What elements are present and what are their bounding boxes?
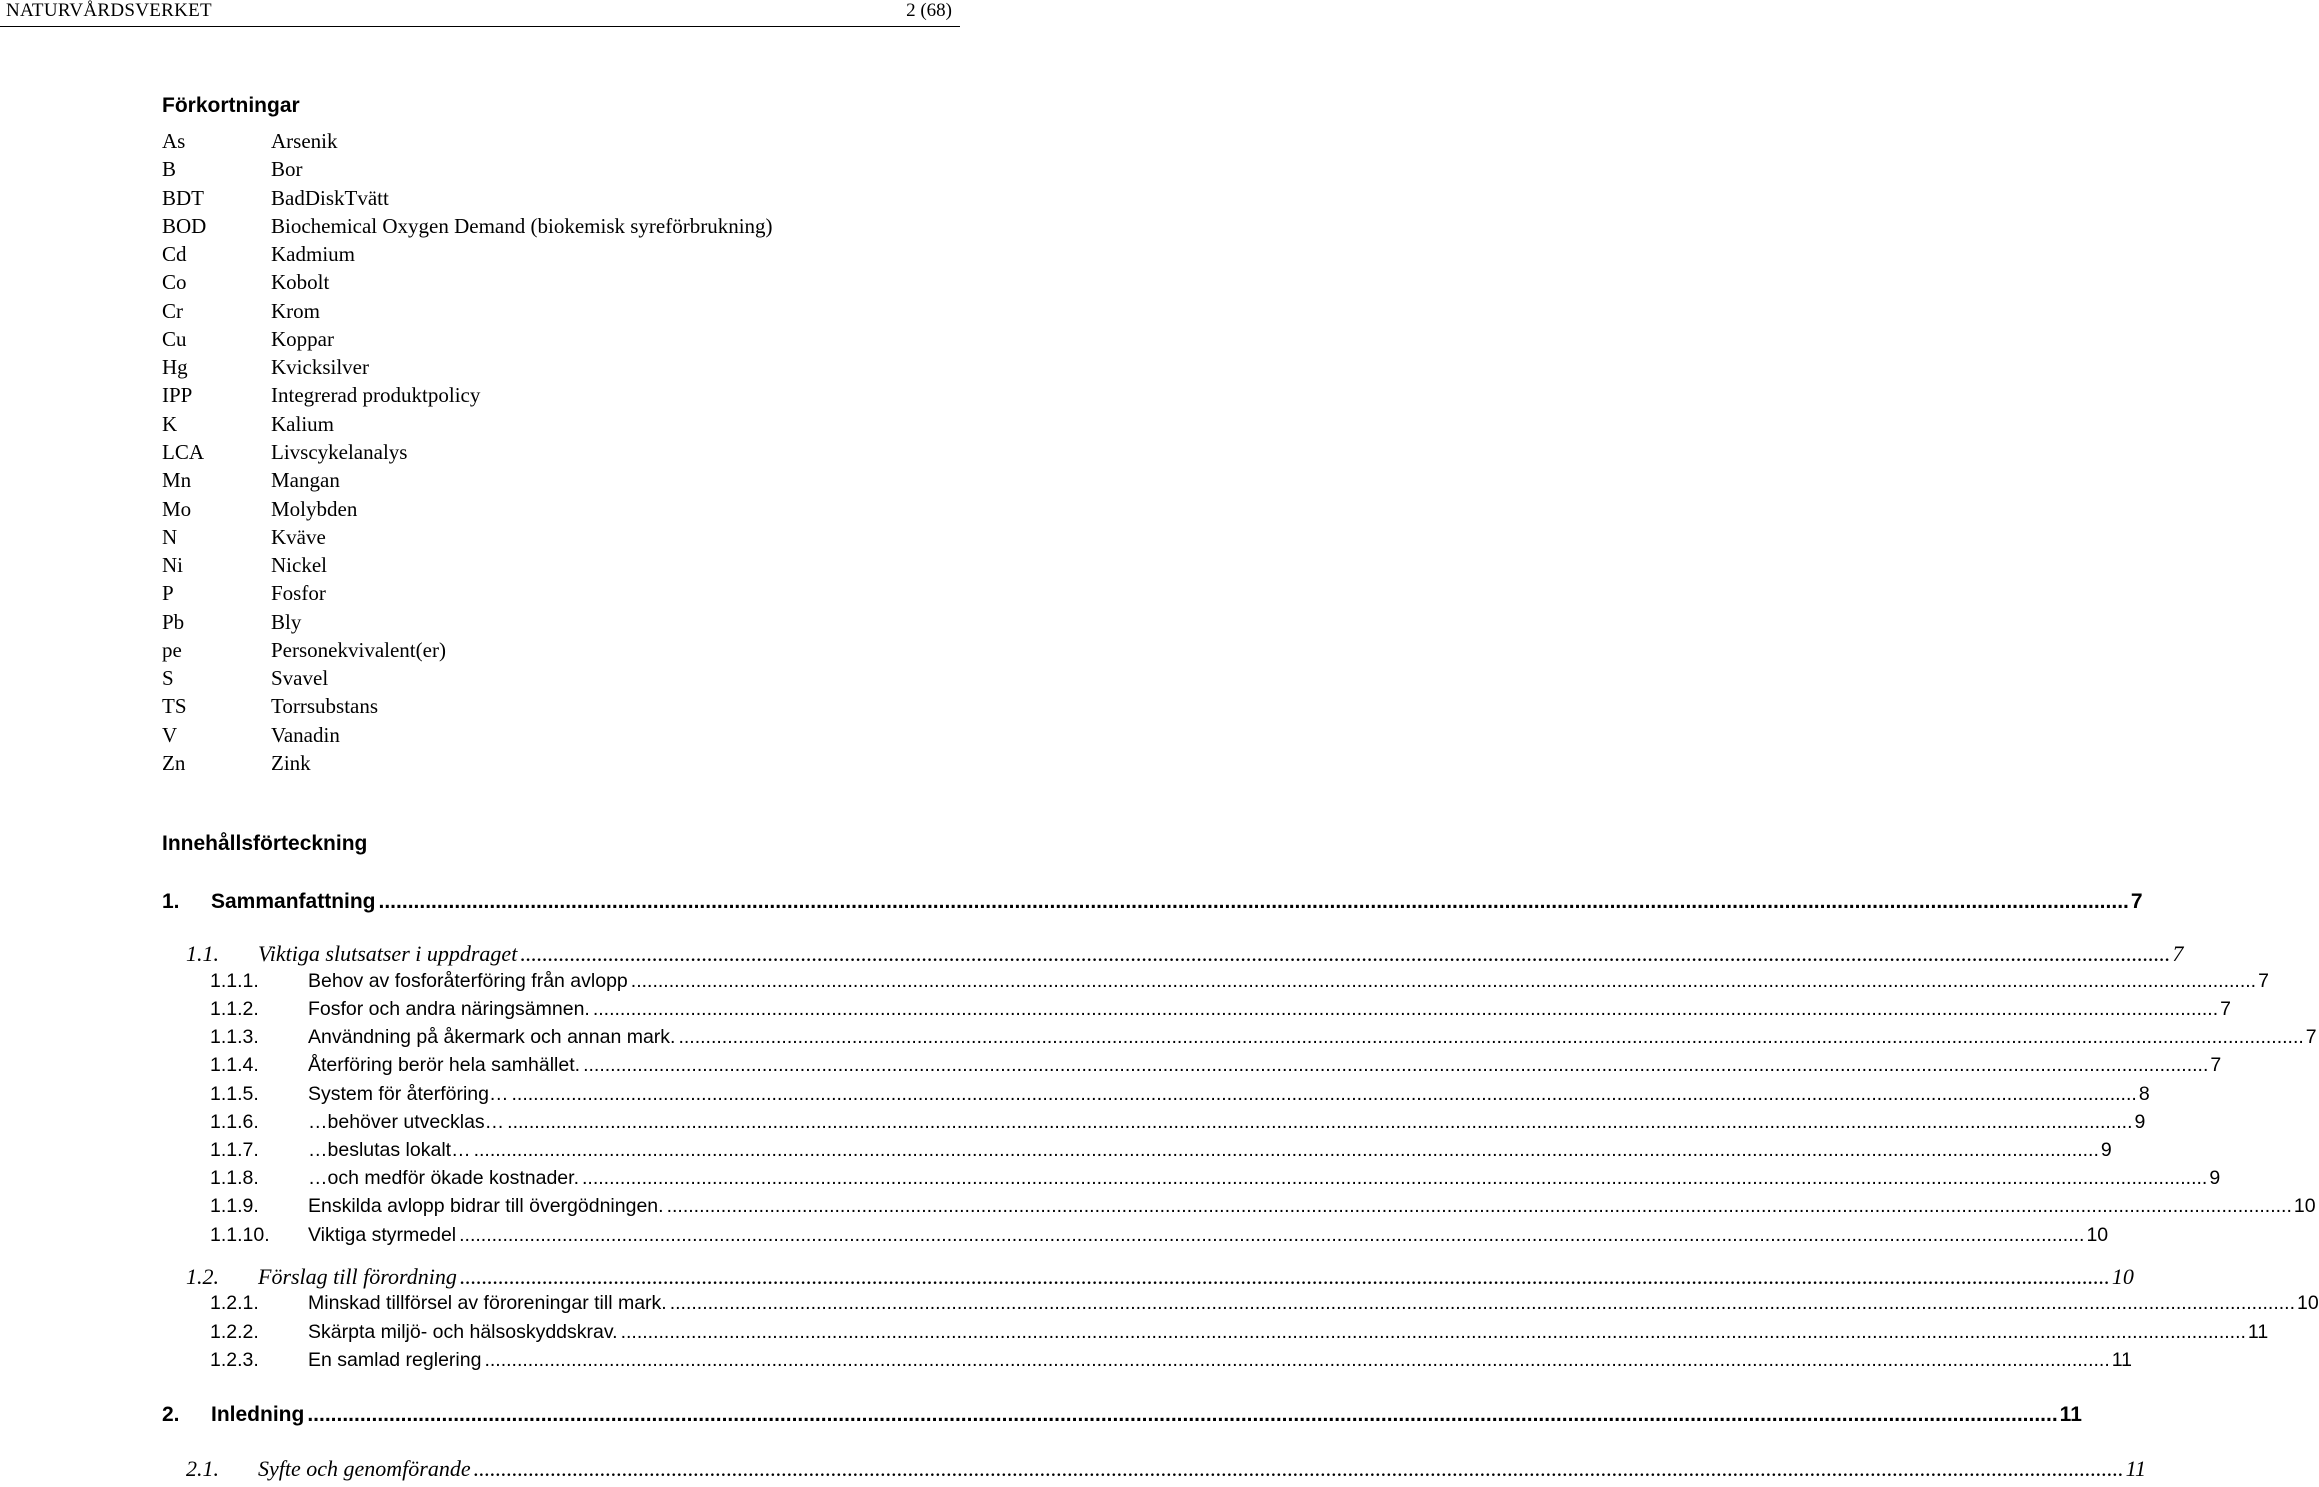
abbreviation-key: LCA xyxy=(162,439,204,464)
toc-entry-number: 1.1.10. xyxy=(210,1224,270,1246)
header-agency-name: NATURVÅRDSVERKET xyxy=(6,0,212,21)
toc-entry-title: Förslag till förordning xyxy=(258,1264,457,1289)
abbreviation-meaning: Svavel xyxy=(271,666,329,691)
abbreviation-meaning: Biochemical Oxygen Demand (biokemisk syreförbrukning) xyxy=(271,213,773,238)
toc-entry-number: 1.1.3. xyxy=(210,1026,259,1048)
toc-heading: Innehållsförteckning xyxy=(162,832,368,855)
toc-entry-page: 7 xyxy=(2258,970,2269,992)
abbreviation-key: Mn xyxy=(162,468,192,493)
toc-dot-leader: ............................................................................................................................................................................................................................................................................................................ xyxy=(307,1403,2058,1426)
abbreviation-meaning: Arsenik xyxy=(271,129,338,153)
toc-entry[interactable] xyxy=(186,1456,2146,1486)
toc-entry-title: Viktiga slutsatser i uppdraget xyxy=(258,941,518,966)
abbreviation-key: Co xyxy=(162,270,187,295)
abbreviation-meaning: Molybden xyxy=(271,496,358,521)
toc-dot-leader: ............................................................................................................................................................................................................................................................................................................ xyxy=(630,970,2257,992)
abbreviation-key: P xyxy=(162,581,174,606)
abbreviation-key: B xyxy=(162,157,177,182)
abbreviation-key: BOD xyxy=(162,213,207,238)
abbreviation-meaning: Livscykelanalys xyxy=(271,439,408,464)
toc-dot-leader: ............................................................................................................................................................................................................................................................................................................ xyxy=(473,1456,2124,1481)
abbreviation-row xyxy=(162,694,922,722)
abbreviation-row xyxy=(162,242,922,270)
toc-dot-leader: ............................................................................................................................................................................................................................................................................................................ xyxy=(620,1321,2246,1343)
abbreviation-key: As xyxy=(162,129,186,153)
toc-entry-number: 1.1.1. xyxy=(210,970,259,992)
toc-entry-title: Behov av fosforåterföring från avlopp xyxy=(308,970,628,992)
abbreviation-meaning: Bor xyxy=(271,157,303,182)
toc-dot-leader: ............................................................................................................................................................................................................................................................................................................ xyxy=(666,1195,2292,1217)
abbreviation-meaning: Nickel xyxy=(271,553,327,578)
toc-entry-page: 11 xyxy=(2125,1456,2146,1481)
toc-dot-leader: ............................................................................................................................................................................................................................................................................................................ xyxy=(669,1292,2296,1314)
abbreviation-key: TS xyxy=(162,694,187,719)
toc-dot-leader: ............................................................................................................................................................................................................................................................................................................ xyxy=(592,998,2219,1020)
abbreviation-key: pe xyxy=(162,637,182,662)
abbreviation-key: N xyxy=(162,524,178,549)
toc-dot-leader: ............................................................................................................................................................................................................................................................................................................ xyxy=(459,1264,2110,1289)
toc-entry-title: …behöver utvecklas… xyxy=(308,1111,505,1133)
abbreviation-key: V xyxy=(162,722,178,747)
toc-dot-leader: ............................................................................................................................................................................................................................................................................................................ xyxy=(583,1054,2209,1076)
toc-entry-number: 1.2. xyxy=(186,1264,219,1289)
abbreviation-row xyxy=(162,751,922,779)
toc-entry[interactable] xyxy=(210,1321,2269,1351)
toc-entry-page: 10 xyxy=(2111,1264,2134,1289)
abbreviation-key: Zn xyxy=(162,750,186,775)
header-page-number: 2 (68) xyxy=(906,0,952,21)
abbreviation-meaning: Mangan xyxy=(271,468,340,493)
toc-entry-title: Sammanfattning xyxy=(211,890,376,913)
toc-entry-number: 1.1.6. xyxy=(210,1111,259,1133)
toc-entry[interactable] xyxy=(210,1139,2112,1169)
toc-entry-number: 1.2.1. xyxy=(210,1292,259,1314)
abbreviation-row xyxy=(162,270,922,298)
toc-entry-page: 11 xyxy=(2059,1403,2082,1426)
toc-entry[interactable] xyxy=(210,1224,2109,1254)
abbreviation-key: Pb xyxy=(162,609,185,634)
toc-dot-leader: ............................................................................................................................................................................................................................................................................................................ xyxy=(484,1349,2110,1371)
abbreviation-meaning: Fosfor xyxy=(271,581,326,606)
abbreviation-meaning: Kadmium xyxy=(271,242,355,267)
toc-entry-page: 7 xyxy=(2220,998,2232,1020)
abbreviation-meaning: Bly xyxy=(271,609,302,634)
toc-entry-page: 10 xyxy=(2293,1195,2316,1217)
abbreviation-meaning: Zink xyxy=(271,750,311,775)
abbreviation-row xyxy=(162,497,922,525)
abbreviation-meaning: Integrerad produktpolicy xyxy=(271,383,481,408)
toc-entry-title: …beslutas lokalt… xyxy=(308,1139,471,1161)
abbreviation-key: Hg xyxy=(162,355,188,380)
abbreviation-meaning: Krom xyxy=(271,298,320,323)
abbreviation-row xyxy=(162,638,922,666)
toc-entry-page: 7 xyxy=(2130,890,2143,913)
abbreviation-row xyxy=(162,299,922,327)
abbreviation-meaning: Torrsubstans xyxy=(271,694,379,719)
abbreviation-key: K xyxy=(162,411,178,436)
abbreviation-row xyxy=(162,383,922,411)
toc-entry-page: 7 xyxy=(2172,941,2184,966)
toc-entry[interactable] xyxy=(210,1083,2150,1113)
toc-entry-page: 9 xyxy=(2100,1139,2112,1161)
abbreviation-row xyxy=(162,186,922,214)
toc-entry[interactable] xyxy=(210,998,2232,1028)
toc-entry-number: 1.1.7. xyxy=(210,1139,259,1161)
toc-dot-leader: ............................................................................................................................................................................................................................................................................................................ xyxy=(378,890,2129,913)
abbreviation-meaning: Kväve xyxy=(271,524,326,549)
toc-entry[interactable] xyxy=(210,1292,2319,1322)
page-header xyxy=(0,0,960,27)
abbreviation-row xyxy=(162,412,922,440)
toc-entry[interactable] xyxy=(210,1111,2146,1141)
toc-dot-leader: ............................................................................................................................................................................................................................................................................................................ xyxy=(459,1224,2085,1246)
toc-entry-page: 7 xyxy=(2210,1054,2222,1076)
toc-entry[interactable] xyxy=(162,890,2143,920)
toc-entry-number: 2.1. xyxy=(186,1456,219,1481)
abbreviation-meaning: Koppar xyxy=(271,326,334,351)
toc-entry-number: 1.2.2. xyxy=(210,1321,259,1343)
abbreviation-meaning: BadDiskTvätt xyxy=(271,185,389,210)
toc-entry-page: 11 xyxy=(2247,1321,2269,1343)
toc-entry-number: 1.1.8. xyxy=(210,1167,259,1189)
toc-entry[interactable] xyxy=(210,1349,2133,1379)
toc-entry[interactable] xyxy=(186,941,2184,971)
toc-dot-leader: ............................................................................................................................................................................................................................................................................................................ xyxy=(511,1083,2137,1105)
toc-entry-page: 10 xyxy=(2086,1224,2109,1246)
toc-entry-title: Återföring berör hela samhället. xyxy=(308,1054,581,1076)
abbreviation-row xyxy=(162,157,922,185)
toc-entry-number: 1.1.4. xyxy=(210,1054,259,1076)
toc-entry-title: Enskilda avlopp bidrar till övergödningen. xyxy=(308,1195,664,1217)
abbreviations-heading: Förkortningar xyxy=(162,94,300,117)
toc-entry-title: Syfte och genomförande xyxy=(258,1456,471,1481)
toc-entry-page: 11 xyxy=(2111,1349,2133,1371)
abbreviation-key: S xyxy=(162,666,174,691)
toc-entry-number: 1.1.9. xyxy=(210,1195,259,1217)
abbreviation-row xyxy=(162,610,922,638)
abbreviation-key: Ni xyxy=(162,553,183,578)
toc-entry-title: Viktiga styrmedel xyxy=(308,1224,457,1246)
toc-entry-number: 2. xyxy=(162,1403,180,1426)
toc-entry-title: System för återföring… xyxy=(308,1083,509,1105)
toc-entry-number: 1.1.2. xyxy=(210,998,259,1020)
toc-dot-leader: ............................................................................................................................................................................................................................................................................................................ xyxy=(520,941,2171,966)
abbreviation-key: Mo xyxy=(162,496,192,521)
toc-entry-number: 1.1.5. xyxy=(210,1083,259,1105)
abbreviation-key: Cu xyxy=(162,326,187,351)
toc-dot-leader: ............................................................................................................................................................................................................................................................................................................ xyxy=(582,1167,2208,1189)
toc-entry[interactable] xyxy=(210,970,2269,1000)
abbreviation-row xyxy=(162,327,922,355)
abbreviation-meaning: Kobolt xyxy=(271,270,330,295)
abbreviation-row xyxy=(162,440,922,468)
toc-entry-page: 9 xyxy=(2134,1111,2146,1133)
toc-entry[interactable] xyxy=(210,1026,2317,1056)
abbreviation-key: Cr xyxy=(162,298,183,323)
toc-entry-title: Fosfor och andra näringsämnen. xyxy=(308,998,590,1020)
toc-entry[interactable] xyxy=(210,1054,2222,1084)
toc-entry[interactable] xyxy=(186,1264,2134,1294)
toc-dot-leader: ............................................................................................................................................................................................................................................................................................................ xyxy=(473,1139,2099,1161)
toc-entry-page: 10 xyxy=(2297,1292,2319,1314)
abbreviation-meaning: Kvicksilver xyxy=(271,355,369,380)
abbreviation-row xyxy=(162,525,922,553)
toc-entry-number: 1. xyxy=(162,890,180,913)
abbreviation-row xyxy=(162,468,922,496)
toc-entry-title: Användning på åkermark och annan mark. xyxy=(308,1026,676,1048)
toc-entry-page: 8 xyxy=(2138,1083,2150,1105)
toc-entry[interactable] xyxy=(210,1195,2316,1225)
toc-entry[interactable] xyxy=(162,1403,2082,1433)
abbreviation-key: Cd xyxy=(162,242,187,267)
toc-entry-number: 1.2.3. xyxy=(210,1349,259,1371)
abbreviation-key: IPP xyxy=(162,383,193,408)
toc-entry-title: Minskad tillförsel av föroreningar till mark. xyxy=(308,1292,667,1314)
abbreviation-key: BDT xyxy=(162,185,204,210)
toc-entry-title: En samlad reglering xyxy=(308,1349,482,1371)
abbreviation-row xyxy=(162,214,922,242)
toc-entry-number: 1.1. xyxy=(186,941,219,966)
toc-entry-page: 9 xyxy=(2209,1167,2221,1189)
toc-entry-page: 7 xyxy=(2305,1026,2317,1048)
abbreviation-row xyxy=(162,355,922,383)
toc-entry-title: Skärpta miljö- och hälsoskyddskrav. xyxy=(308,1321,618,1343)
abbreviation-row xyxy=(162,581,922,609)
abbreviation-meaning: Vanadin xyxy=(271,722,340,747)
abbreviation-meaning: Personekvivalent(er) xyxy=(271,637,446,662)
toc-dot-leader: ............................................................................................................................................................................................................................................................................................................ xyxy=(507,1111,2133,1133)
toc-dot-leader: ............................................................................................................................................................................................................................................................................................................ xyxy=(678,1026,2304,1048)
toc-entry-title: Inledning xyxy=(211,1403,305,1426)
abbreviation-meaning: Kalium xyxy=(271,411,334,436)
abbreviation-row xyxy=(162,129,922,157)
toc-entry-title: …och medför ökade kostnader. xyxy=(308,1167,579,1189)
abbreviation-row xyxy=(162,666,922,694)
toc-entry[interactable] xyxy=(210,1167,2221,1197)
abbreviation-row xyxy=(162,553,922,581)
abbreviation-row xyxy=(162,723,922,751)
